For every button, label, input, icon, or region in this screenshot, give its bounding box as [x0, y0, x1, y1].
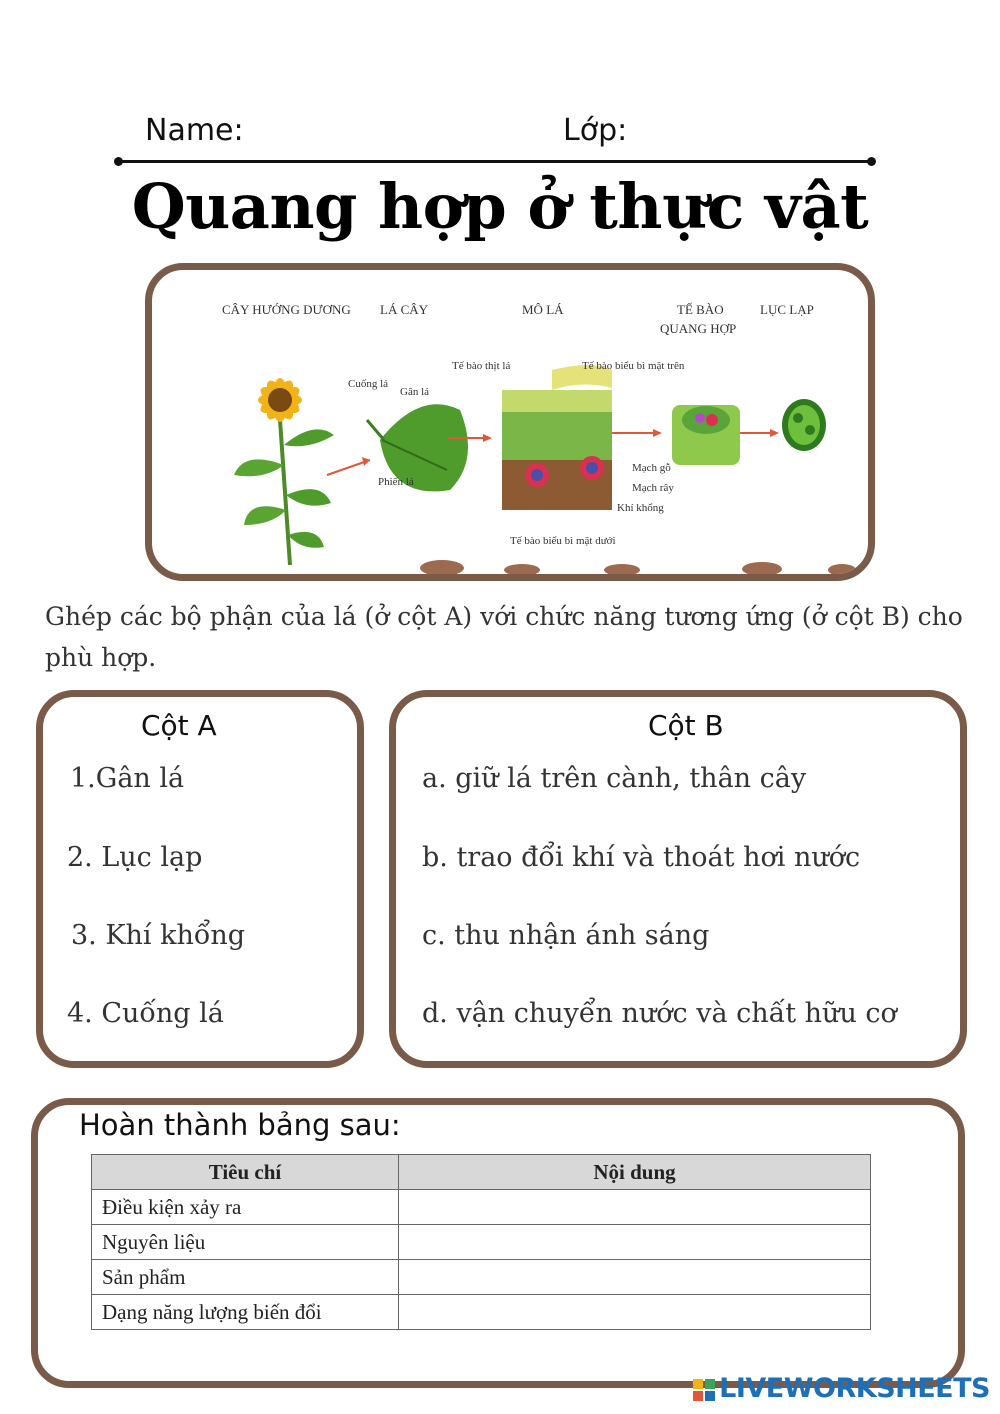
answer-cell-conditions[interactable]	[399, 1190, 871, 1225]
column-b-item-d: d. vận chuyển nước và chất hữu cơ	[422, 998, 897, 1029]
liveworksheets-branding	[693, 1373, 990, 1404]
table-section-heading: Hoàn thành bảng sau:	[79, 1108, 401, 1142]
table-row	[92, 1190, 871, 1225]
column-b-item-b: b. trao đổi khí và thoát hơi nước	[422, 842, 861, 873]
label-leaf: LÁ CÂY	[380, 302, 429, 317]
answer-cell-energy[interactable]	[399, 1295, 871, 1330]
criteria-table	[91, 1154, 871, 1330]
column-a-item-1: 1.Gân lá	[70, 763, 185, 794]
table-header-content: Nội dung	[399, 1155, 871, 1190]
label-stomata: Khí khổng	[617, 502, 664, 514]
sunflower-illustration	[234, 377, 334, 565]
column-a-item-4: 4. Cuống lá	[67, 998, 224, 1029]
rule-right-dot	[867, 157, 876, 166]
row-label-products: Sản phẩm	[92, 1260, 399, 1295]
row-label-energy: Dạng năng lượng biến đổi	[92, 1295, 399, 1330]
chloroplast-illustration	[782, 399, 826, 451]
row-label-conditions: Điều kiện xảy ra	[92, 1190, 399, 1225]
column-b-box	[389, 690, 967, 1068]
ground-decoration	[420, 560, 856, 574]
column-b-item-a: a. giữ lá trên cành, thân cây	[422, 763, 807, 794]
answer-cell-products[interactable]	[399, 1260, 871, 1295]
label-lower-epidermis: Tế bào biểu bì mặt dưới	[510, 535, 616, 547]
photosynthesis-diagram	[152, 270, 868, 574]
matching-instruction: Ghép các bộ phận của lá (ở cột A) với chức năng tương ứng (ở cột B) cho phù hợp.	[45, 602, 963, 672]
column-a-item-2: 2. Lục lạp	[67, 842, 203, 873]
column-b-heading: Cột B	[648, 709, 724, 742]
header-rule	[118, 160, 872, 163]
label-leaf-tissue: MÔ LÁ	[522, 302, 564, 317]
liveworksheets-wordmark: LIVEWORKSHEETS	[719, 1373, 990, 1404]
label-xylem: Mạch gỗ	[632, 462, 671, 474]
label-sunflower: CÂY HƯỚNG DƯƠNG	[222, 302, 351, 317]
label-blade: Phiến lá	[378, 476, 414, 488]
leaf-tissue-illustration	[502, 365, 612, 510]
page-title: Quang hợp ở thực vật	[131, 170, 869, 243]
column-b-item-c: c. thu nhận ánh sáng	[422, 920, 710, 951]
table-header-criteria: Tiêu chí	[92, 1155, 399, 1190]
label-mesophyll: Tế bào thịt lá	[452, 360, 511, 372]
column-a-box	[36, 690, 364, 1068]
label-petiole: Cuống lá	[348, 378, 389, 390]
column-a-item-3: 3. Khí khổng	[71, 920, 246, 951]
column-a-heading: Cột A	[141, 709, 217, 742]
class-label: Lớp:	[563, 113, 628, 148]
label-chloroplast: LỤC LẠP	[760, 302, 814, 317]
plant-cell-illustration	[672, 405, 740, 465]
row-label-materials: Nguyên liệu	[92, 1225, 399, 1260]
table-header-row	[92, 1155, 871, 1190]
answer-cell-materials[interactable]	[399, 1225, 871, 1260]
label-phloem: Mạch rây	[632, 482, 674, 494]
label-photosynthesis: QUANG HỢP	[660, 321, 737, 336]
table-row	[92, 1260, 871, 1295]
label-upper-epidermis: Tế bào biểu bì mặt trên	[582, 360, 685, 372]
liveworksheets-logo-icon	[693, 1379, 715, 1401]
name-label: Name:	[145, 113, 244, 148]
table-row	[92, 1295, 871, 1330]
diagram-frame	[145, 263, 875, 581]
table-row	[92, 1225, 871, 1260]
label-cell: TẾ BÀO	[677, 302, 724, 317]
label-vein: Gân lá	[400, 386, 430, 398]
